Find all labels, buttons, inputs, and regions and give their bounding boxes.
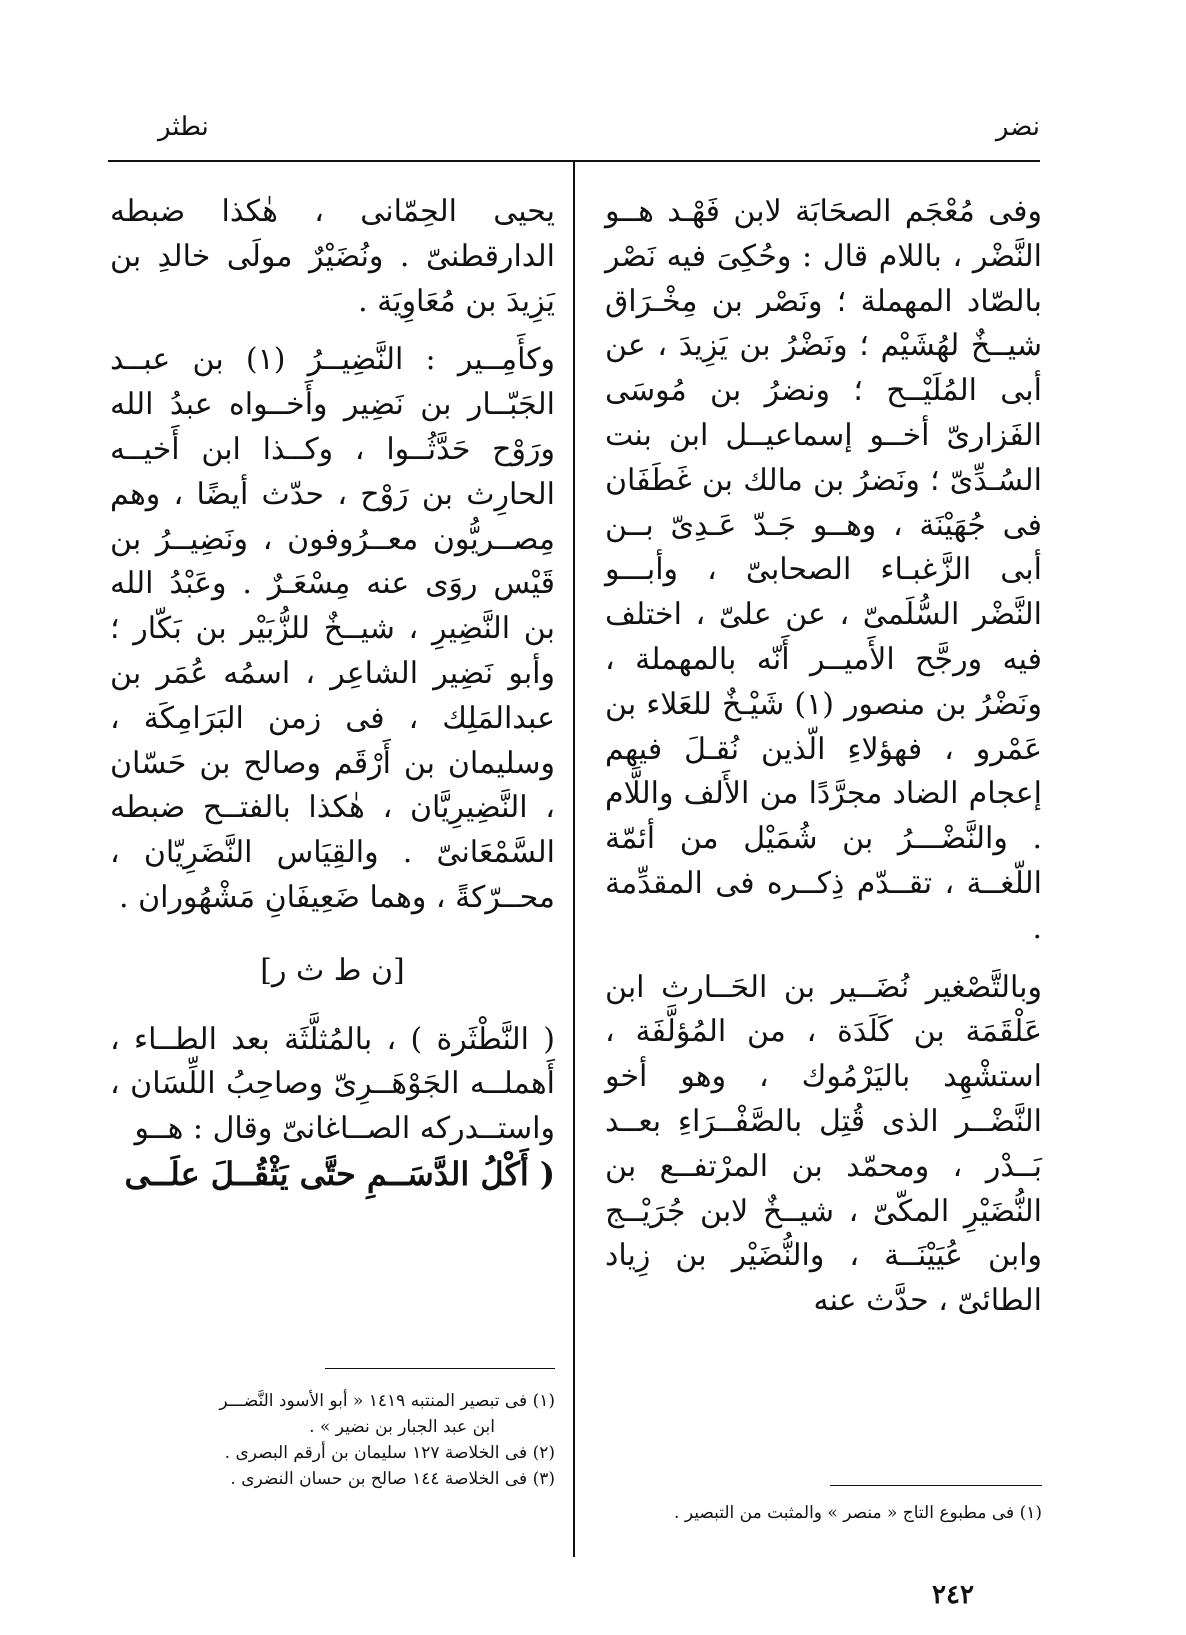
entry-heading: [ن ط ث ر] <box>260 952 405 988</box>
right-column <box>605 190 1042 1324</box>
footnote-left-2: (٢) فى الخلاصة ١٢٧ سليمان بن أرقم البصرى . <box>224 1443 555 1463</box>
left-paragraph-1: يحيى الحِمّانى ، هٰكذا ضبطه الدارقطنىّ . ونُضَيْرٌ مولَى خالدِ بن يَزِيدَ بن مُعَاوِيَة . <box>110 194 555 319</box>
footnote-left-3: (٣) فى الخلاصة ١٤٤ صالح بن حسان النضرى . <box>230 1469 555 1489</box>
left-paragraph-3: ( النَّطْثَرة ) ، بالمُثلَّثَة بعد الطــاء ، أَهملــه الجَوْهَــرِىّ وصاحِبُ اللِّسَان ، واستــدركه الصــاغانىّ وقال : هــو <box>110 1021 555 1147</box>
left-paragraph-2: وكأَمِــير : النَّضِيــرُ (١) بن عبــد الجَبّــار بن نَضِير وأَخــواه عبدُ الله ورَوْح حَدَّثُــوا ، وكــذا ابن أَخيــه الحارِث بن رَوْح ، حدّث أيضًا ، وهم مِصــريُّون معــرُوفون ، ونَضِيــرُ بن قَيْس روَى عنه مِسْعَـرٌ . وعَبْدُ الله بن النَّضِيرِ ، شيــخٌ للزُّبَيْر بن بَكّار ؛ وأبو نَضِير الشاعِر ، اسمُه عُمَر بن عبدالمَلِك ، فى زمن البَرَامِكَة ، وسليمان بن أَرْقَم وصالح بن حَسّان ، النَّضِيرِيَّان ، هٰكذا بالفتــح ضبطه السَّمْعَانىّ . والقِيَاس النَّضَرِيّان ، محــرّكةً ، وهما ضَعِيفَانِ مَشْهُوران . <box>110 342 556 915</box>
footnotes-right <box>605 1500 1042 1526</box>
footnotes-left <box>110 1388 555 1492</box>
column-divider <box>573 162 575 1557</box>
footnote-left-1-continued: ابن عبد الجبار بن نضير » . <box>309 1417 495 1437</box>
left-paragraph-3-last-line: ( أَكْلُ الدَّسَــمِ حتَّى يَثْقُــلَ علَــى <box>124 1154 555 1193</box>
page-number: ٢٤٢ <box>932 1580 974 1610</box>
right-paragraph-2: وبالتَّصْغير نُضَــير بن الحَــارث ابن عَلْقَمَة بن كَلَدَة ، من المُؤلَّفَة ، استشْهِد باليَرْمُوك ، وهو أخو النَّضْــر الذى قُتِل بالصَّفْــرَاءِ بعــد بَــدْر ، ومحمّد بن المرْتفــع بن النُّضَيْرِ المكّىّ ، شيــخٌ لابن جُرَيْــج وابن عُيَيْنَــة ، والنُّضَيْر بن زِياد الطائىّ ، حدَّث عنه <box>605 969 1042 1319</box>
footnote-rule-right <box>830 1485 1042 1486</box>
footnote-rule-left <box>325 1368 555 1369</box>
running-head-right: نضر <box>995 112 1040 142</box>
right-paragraph-1: وفى مُعْجَم الصحَابَة لابن فَهْـد هــو النَّضْر ، باللام قال : وحُكِىَ فيه نَصْر بالصّاد المهملة ؛ ونَصْر بن مِخْـرَاق شيــخٌ لهُشَيْم ؛ ونَضْرُ بن يَزِيدَ ، عن أبى المُلَيْــح ؛ ونضرُ بن مُوسَى الفَزارىّ أخــو إسماعيــل ابن بنت السُـدِّىّ ؛ ونَضرُ بن مالك بن غَطَفَان فى جُهَيْنَة ، وهــو جَـدّ عَـدِىّ بــن أبى الزَّغبـاء الصحابىّ ، وأبـــو النَّضْر السُّلَمىّ ، عن علىّ ، اختلف فيه ورجَّح الأَميــر أَنّه بالمهملة ، ونَضْرُ بن منصور (١) شَيْـخٌ للعَلاء بن عَمْرو ، فهؤلاءِ الّذين نُقـلَ فيهم إعجام الضاد مجرَّدًا من الأَلف واللَّام . والنَّضْـــرُ بن شُمَيْل من أئمّة اللّغــة ، تقــدّم ذِكــره فى المقدِّمة . <box>605 194 1042 946</box>
footnote-right-1: (١) فى مطبوع التاج « منصر » والمثبت من التبصير . <box>674 1503 1042 1523</box>
left-column <box>110 190 555 1197</box>
running-head-left: نطثر <box>158 112 209 142</box>
footnote-left-1: (١) فى تبصير المنتبه ١٤١٩ « أبو الأسود النَّضـــر <box>219 1391 555 1411</box>
